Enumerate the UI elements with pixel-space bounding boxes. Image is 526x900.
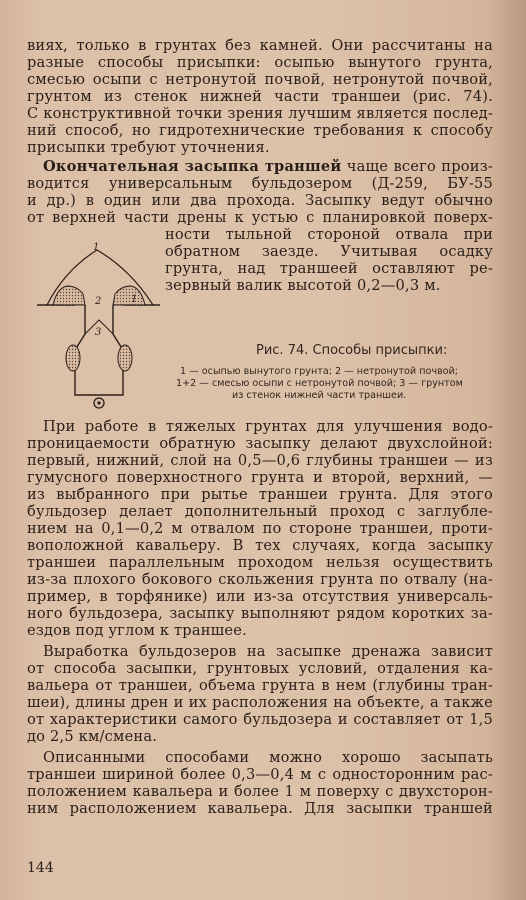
text-line: пример, в торфянике) или из-за отсутствия универсаль-	[27, 588, 493, 605]
run-in-heading: Окончательная засыпка траншей	[43, 158, 342, 175]
text-line: ного бульдозера, засыпку выполняют рядом коротких за-	[27, 605, 493, 622]
text-line: ний способ, но гидротехнические требования к способу	[27, 122, 493, 139]
page-number: 144	[27, 860, 54, 876]
text-line: зервный валик высотой 0,2—0,3 м.	[165, 277, 441, 294]
text-line: ности тыльной стороной отвала при	[165, 226, 493, 243]
label-2: 2	[95, 296, 102, 307]
text-line: присыпки требуют уточнения.	[27, 139, 270, 156]
text-line: шеи), длины дрен и их расположения на объекте, а также	[27, 694, 493, 711]
trench-backfill-diagram	[35, 240, 165, 410]
figure-legend-line: 1 — осыпью вынутого грунта; 2 — нетронутой почвой;	[180, 366, 459, 377]
text-line: первый, нижний, слой на 0,5—0,6 глубины траншеи — из	[27, 452, 493, 469]
text-line: воположной кавальеру. В тех случаях, когда засыпку	[27, 537, 493, 554]
text-line: от характеристики самого бульдозера и составляет от 1,5	[27, 711, 493, 728]
text-line: от верхней части дрены к устью с планировкой поверх-	[27, 209, 493, 226]
text-line: обратном заезде. Учитывая осадку	[165, 243, 493, 260]
text-line: до 2,5 км/смена.	[27, 728, 158, 745]
text-line: Выработка бульдозеров на засыпке дренажа зависит	[43, 643, 493, 660]
text-line: проницаемости обратную засыпку делают двухслойной:	[27, 435, 493, 452]
text-line: бульдозер делает дополнительный проход с заглубле-	[27, 503, 493, 520]
text-line: положением кавальера и более 1 м поверху с двухсторон-	[27, 783, 493, 800]
text-line: от способа засыпки, грунтовых условий, отдаления ка-	[27, 660, 493, 677]
text-line: виях, только в грунтах без камней. Они рассчитаны на	[27, 37, 493, 54]
text-line: грунтом из стенок нижней части траншеи (рис. 74).	[27, 88, 493, 105]
text-line: При работе в тяжелых грунтах для улучшения водо-	[43, 418, 493, 435]
text-line: и др.) в один или два прохода. Засыпку ведут обычно	[27, 192, 493, 209]
figure-legend-line: из стенок нижней части траншеи.	[232, 390, 407, 401]
text-line: С конструктивной точки зрения лучшим является послед-	[27, 105, 493, 122]
text-line: разные способы присыпки: осыпью вынутого грунта,	[27, 54, 493, 71]
figure-caption-title: Рис. 74. Способы присыпки:	[256, 343, 448, 358]
text-line: вальера от траншеи, объема грунта в нем (глубины тран-	[27, 677, 493, 694]
text-line-heading	[43, 158, 493, 175]
text-line: ездов под углом к траншее.	[27, 622, 247, 639]
text-line: траншеи параллельным проходом нельзя осуществить	[27, 554, 493, 571]
text-run: чаще всего произ-	[341, 158, 493, 175]
text-line: ним расположением кавальера. Для засыпки траншей	[27, 800, 493, 817]
text-line: гумусного поверхностного грунта и второй, верхний, —	[27, 469, 493, 486]
text-line: водится универсальным бульдозером (Д-259, БУ-55	[27, 175, 493, 192]
text-line: Описанными способами можно хорошо засыпать	[43, 749, 493, 766]
text-line: смесью осыпи с нетронутой почвой, нетронутой почвой,	[27, 71, 493, 88]
text-line: из-за плохого бокового скольжения грунта по отвалу (на-	[27, 571, 493, 588]
text-line: нием на 0,1—0,2 м отвалом по стороне траншеи, проти-	[27, 520, 493, 537]
text-line: грунта, над траншеей оставляют ре-	[165, 260, 493, 277]
label-1-top: 1	[93, 242, 100, 253]
figure-legend-line: 1+2 — смесью осыпи с нетронутой почвой; 3 — грунтом	[176, 378, 463, 389]
text-line: траншеи шириной более 0,3—0,4 м с односторонним рас-	[27, 766, 493, 783]
text-line: из выбранного при рытье траншеи грунта. Для этого	[27, 486, 493, 503]
label-3: 3	[95, 327, 102, 338]
label-1-right: 1	[131, 294, 138, 305]
